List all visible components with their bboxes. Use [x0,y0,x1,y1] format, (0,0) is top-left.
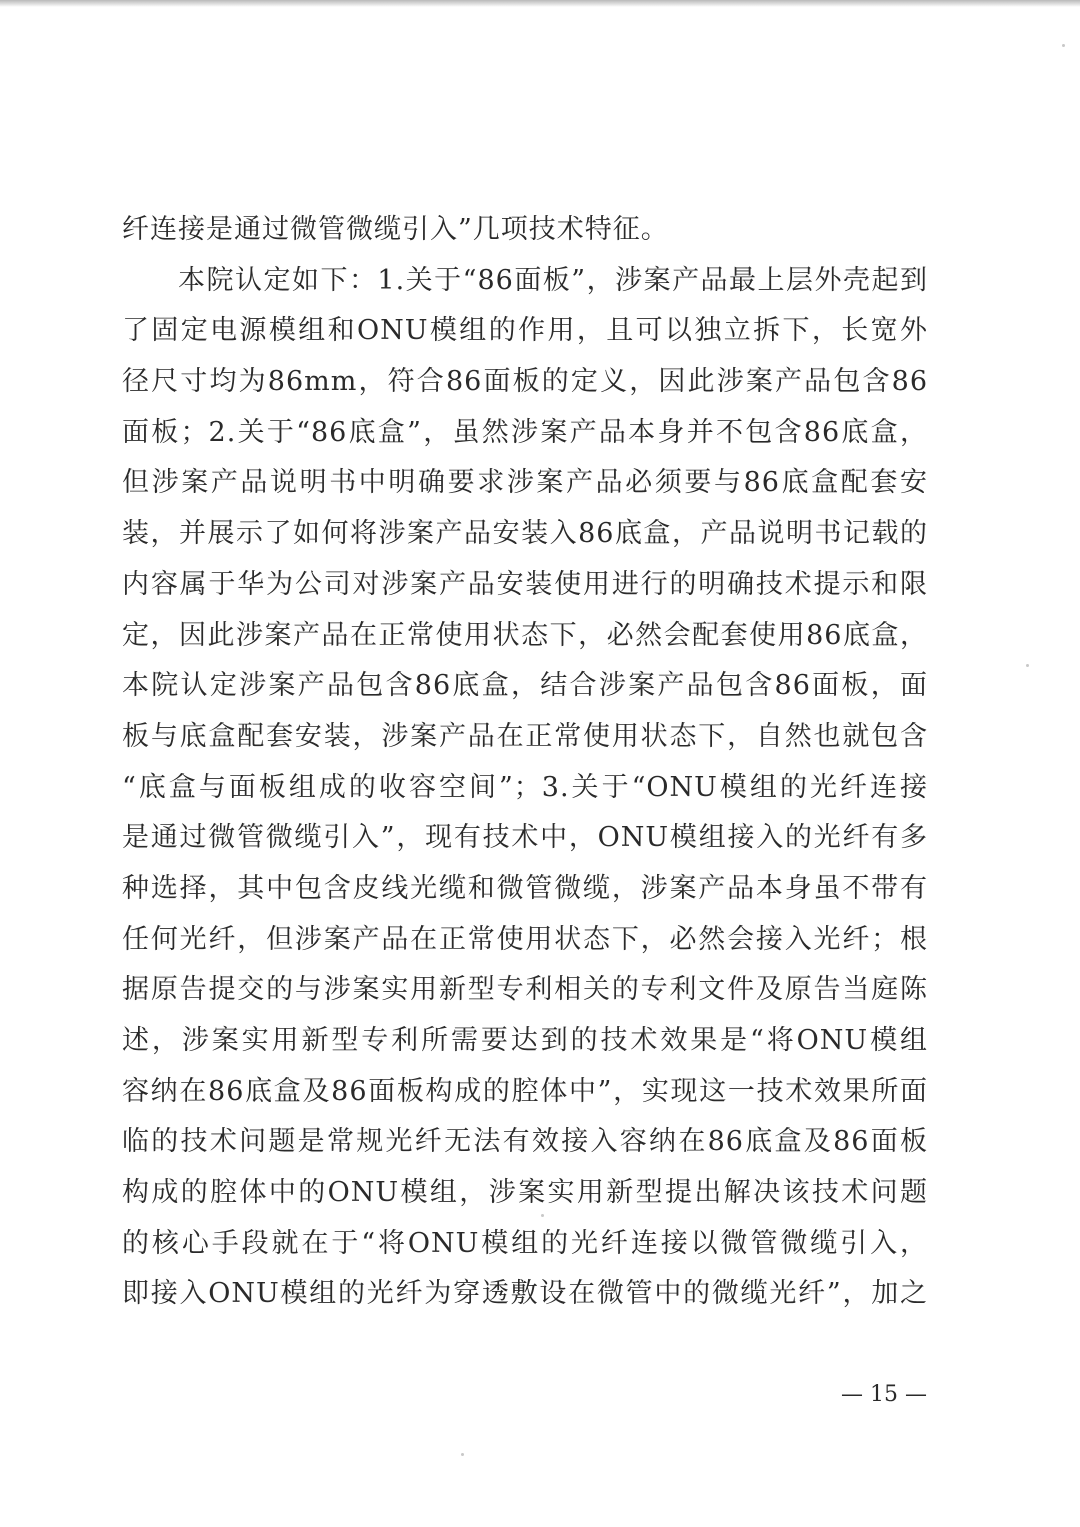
text-line: 纤连接是通过微管微缆引入”几项技术特征。 [122,214,669,245]
scan-top-edge [0,0,1080,7]
text-line: 容纳在86底盒及86面板构成的腔体中”，实现这一技术效果所面 [122,1075,928,1107]
scan-speck [541,1214,544,1217]
text-line: 即接入ONU模组的光纤为穿透敷设在微管中的微缆光纤”，加之 [122,1278,928,1310]
text-line: 面板；2.关于“86底盒”，虽然涉案产品本身并不包含86底盒， [122,416,928,448]
text-line: 种选择，其中包含皮线光缆和微管微缆，涉案产品本身虽不带有 [122,872,928,904]
scan-speck [461,1453,464,1456]
scan-speck [1026,664,1029,667]
page-number: — 15 — [841,1382,927,1407]
text-line: 径尺寸均为86mm，符合86面板的定义，因此涉案产品包含86 [122,366,928,398]
text-line: “底盒与面板组成的收容空间”；3.关于“ONU模组的光纤连接 [122,771,928,803]
text-line: 构成的腔体中的ONU模组，涉案实用新型提出解决该技术问题 [122,1177,928,1209]
text-line: 但涉案产品说明书中明确要求涉案产品必须要与86底盒配套安 [122,467,928,499]
text-line: 的核心手段就在于“将ONU模组的光纤连接以微管微缆引入， [122,1227,928,1259]
text-line: 内容属于华为公司对涉案产品安装使用进行的明确技术提示和限 [122,568,928,600]
text-line: 临的技术问题是常规光纤无法有效接入容纳在86底盒及86面板 [122,1126,928,1158]
text-line: 装，并展示了如何将涉案产品安装入86底盒，产品说明书记载的 [122,518,928,550]
scan-speck [1062,44,1065,47]
text-line: 述，涉案实用新型专利所需要达到的技术效果是“将ONU模组 [122,1025,928,1056]
text-line: 任何光纤，但涉案产品在正常使用状态下，必然会接入光纤；根 [122,923,928,955]
text-line: 板与底盒配套安装，涉案产品在正常使用状态下，自然也就包含 [122,720,928,752]
text-line: 了固定电源模组和ONU模组的作用，且可以独立拆下，长宽外 [122,315,928,347]
body-text [122,205,928,1320]
text-line: 本院认定如下：1.关于“86面板”，涉案产品最上层外壳起到 [178,264,928,296]
text-line: 本院认定涉案产品包含86底盒，结合涉案产品包含86面板，面 [122,670,928,702]
text-line: 定，因此涉案产品在正常使用状态下，必然会配套使用86底盒， [122,619,928,651]
text-line: 是通过微管微缆引入”，现有技术中，ONU模组接入的光纤有多 [122,822,928,854]
text-line: 据原告提交的与涉案实用新型专利相关的专利文件及原告当庭陈 [122,974,928,1006]
